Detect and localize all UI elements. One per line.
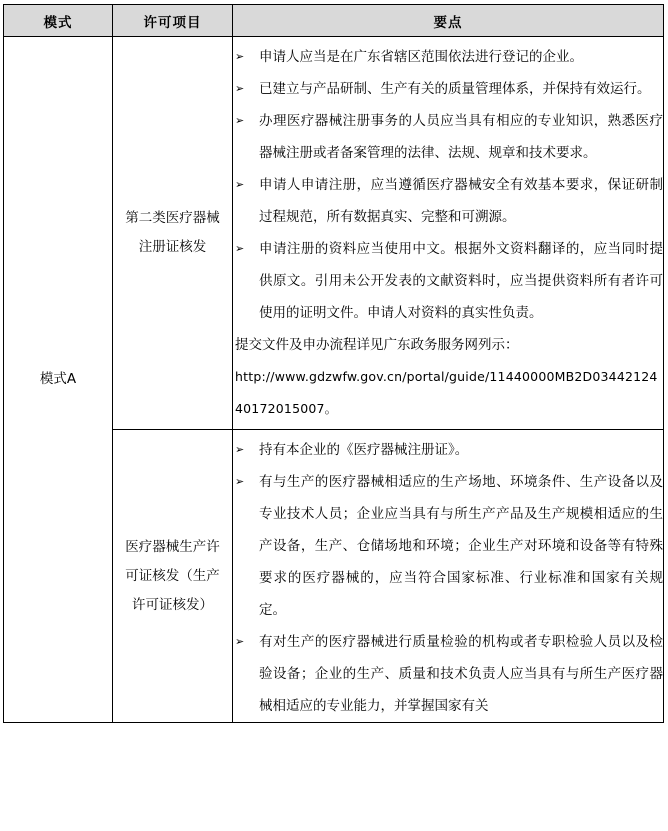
arrow-bullet-icon: ➢ <box>235 443 245 456</box>
header-row <box>4 5 664 37</box>
arrow-bullet-icon: ➢ <box>235 50 245 63</box>
point-item <box>233 169 663 233</box>
item-label: 第二类医疗器械注册证核发 <box>125 210 220 255</box>
points-cell <box>233 430 664 723</box>
mode-cell: 模式A <box>4 37 113 723</box>
point-text: 持有本企业的《医疗器械注册证》。 <box>259 442 469 458</box>
point-text: 有对生产的医疗器械进行质量检验的机构或者专职检验人员以及检验设备；企业的生产、质量和技术负责人应当具有与所生产医疗器械相适应的专业能力，并掌握国家有关 <box>259 634 663 714</box>
point-item <box>233 434 663 466</box>
guide-url: http://www.gdzwfw.gov.cn/portal/guide/11440000MB2D0344212440172015007。 <box>235 369 658 416</box>
header-item: 许可项目 <box>113 5 233 37</box>
arrow-bullet-icon: ➢ <box>235 635 245 648</box>
arrow-bullet-icon: ➢ <box>235 242 245 255</box>
point-text: 申请人申请注册，应当遵循医疗器械安全有效基本要求，保证研制过程规范，所有数据真实、完整和可溯源。 <box>259 177 663 225</box>
item-label: 医疗器械生产许可证核发（生产许可证核发） <box>125 538 220 613</box>
arrow-bullet-icon: ➢ <box>235 178 245 191</box>
point-item <box>233 466 663 626</box>
table-row <box>4 37 664 430</box>
point-text: 申请人应当是在广东省辖区范围依法进行登记的企业。 <box>259 49 583 65</box>
arrow-bullet-icon: ➢ <box>235 475 245 488</box>
point-item <box>233 233 663 329</box>
header-points: 要点 <box>233 5 664 37</box>
point-text: 申请注册的资料应当使用中文。根据外文资料翻译的，应当同时提供原文。引用未公开发表的文献资料时，应当提供资料所有者许可使用的证明文件。申请人对资料的真实性负责。 <box>259 241 663 321</box>
arrow-bullet-icon: ➢ <box>235 82 245 95</box>
requirements-table <box>3 4 664 723</box>
point-text: 已建立与产品研制、生产有关的质量管理体系，并保持有效运行。 <box>259 81 651 97</box>
arrow-bullet-icon: ➢ <box>235 114 245 127</box>
points-cell <box>233 37 664 430</box>
point-item <box>233 105 663 169</box>
item-cell <box>113 430 233 723</box>
item-cell <box>113 37 233 430</box>
header-mode: 模式 <box>4 5 113 37</box>
point-item <box>233 41 663 73</box>
note-text: 提交文件及申办流程详见广东政务服务网列示： <box>235 337 519 353</box>
point-item <box>233 73 663 105</box>
point-text: 办理医疗器械注册事务的人员应当具有相应的专业知识，熟悉医疗器械注册或者备案管理的法律、法规、规章和技术要求。 <box>259 113 663 161</box>
point-text: 有与生产的医疗器械相适应的生产场地、环境条件、生产设备以及专业技术人员；企业应当具有与所生产产品及生产规模相适应的生产设备，生产、仓储场地和环境；企业生产对环境和设备等有特殊要求的医疗器械的，应当符合国家标准、行业标准和国家有关规定。 <box>259 474 663 618</box>
point-item <box>233 626 663 722</box>
